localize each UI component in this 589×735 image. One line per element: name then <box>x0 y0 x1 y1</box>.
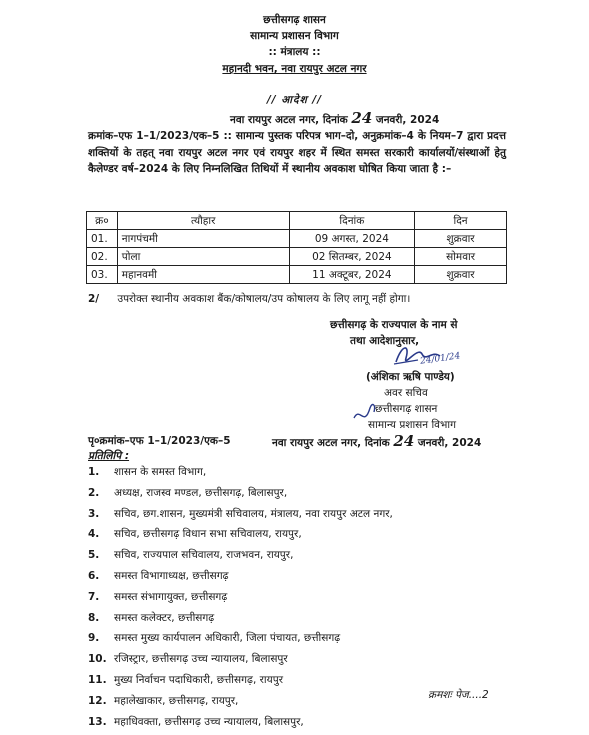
order-dateline <box>230 111 439 127</box>
endorsement-day: 24 <box>393 432 415 450</box>
dateline-place: नवा रायपुर अटल नगर, दिनांक <box>230 114 348 126</box>
cell-date: 11 अक्टूबर, 2024 <box>289 266 415 284</box>
dateline-month-year: जनवरी, 2024 <box>375 114 440 126</box>
govt-title: छत्तीसगढ़ शासन <box>263 14 326 26</box>
cell-serial: 02. <box>87 248 118 266</box>
signature-tick-icon <box>350 398 380 430</box>
endorsement-place: नवा रायपुर अटल नगर, दिनांक <box>272 437 390 449</box>
cell-festival: महानवमी <box>117 266 289 284</box>
cell-day: शुक्रवार <box>415 230 507 248</box>
table-header-row <box>87 212 507 230</box>
document-page: छत्तीसगढ़ शासन सामान्य प्रशासन विभाग :: मंत्रालय :: महानदी भवन, नवा रायपुर अटल नगर // आदेश // नवा रायपुर अटल नगर, दिनांक 24 जनवरी, 2024 क्रमांक–एफ 1–1/2023/एक–5 :: सामान्य पुस्तक परिपत्र भाग–दो, अनुक्रमांक–4 के नियम–7 द्वारा प्रदत्त शक्तियों के तहत् नवा रायपुर अटल नगर एवं रायपुर शहर में स्थित समस्त सरकारी कार्यालयों/संस्थाओं हेतु कैलेण्डर वर्ष–2024 के लिए निम्नलिखित तिथियों में स्थानीय अवकाश घोषित किया जाता है :– क्र० त्यौहार दिनांक दिन 01. नागपंचमी 09 अगस्त, 2024 शुक्रवार 02. पोला 02 सितम्बर, 2024 सोमवार 03. महानवमी 11 अक्टूबर, 2024 शुक्रवार 2/ उपरोक्त स्थानीय अवकाश बैंक/कोषालय/उप कोषालय के लिए लागू नहीं होगा। छत्तीसगढ़ के राज्यपाल के नाम से तथा आदेशानुसार, 24/01/24 (अंशिका ऋषि पाण्डेय) अवर सचिव छत्तीसगढ़ शासन सामान्य प्रशासन विभाग पृ०क्रमांक–एफ 1–1/2023/एक–5 नवा रायपुर अटल नगर, दिनांक 24 जनवरी, 2024 प्रतिलिपि : 1. शासन के समस्त विभाग, 2. अध्यक्ष, राजस्व मण्डल, छत्तीसगढ़, बिलासपुर, 3. सचिव, छग.शासन, मुख्यमंत्री सचिवालय, मंत्रालय, नवा रायपुर अटल नगर, 4. सचिव, छत्तीसगढ़ विधान सभा सचिवालय, रायपुर, 5. सचिव, राज्यपाल सचिवालय, राजभवन, रायपुर, 6. समस्त विभागाध्यक्ष, छत्तीसगढ़ 7. समस्त संभागायुक्त, छत्तीसगढ़ 8. समस्त कलेक्टर, छत्तीसगढ़ 9. समस्त मुख्य कार्यपालन अधिकारी, जिला पंचायत, छत्तीसगढ़ 10. रजिस्ट्रार, छत्तीसगढ़ उच्च न्यायालय, बिलासपुर 11. मुख्य निर्वाचन पदाधिकारी, छत्तीसगढ़, रायपुर 12. महालेखाकार, छत्तीसगढ़, रायपुर, 13. महाधिवक्ता, छत्तीसगढ़ उच्च न्यायालय, बिलासपुर, क्रमशः पेज....2 <box>0 0 589 720</box>
table-row <box>87 248 507 266</box>
endorsement-number: पृ०क्रमांक–एफ 1–1/2023/एक–5 <box>88 435 231 447</box>
order-title: // आदेश // <box>266 94 323 106</box>
endorsement-month-year: जनवरी, 2024 <box>417 437 482 449</box>
col-header-festival: त्यौहार <box>117 212 289 230</box>
cell-serial: 01. <box>87 230 118 248</box>
signature-initial-date: 24/01/24 <box>419 351 461 367</box>
signatory-department: सामान्य प्रशासन विभाग <box>368 419 457 431</box>
holiday-table <box>86 211 507 284</box>
table-row <box>87 266 507 284</box>
signature-authority-line: छत्तीसगढ़ के राज्यपाल के नाम से <box>330 319 458 331</box>
paragraph-2-text: उपरोक्त स्थानीय अवकाश बैंक/कोषालय/उप कोषालय के लिए लागू नहीं होगा। <box>117 293 411 305</box>
cell-day: शुक्रवार <box>415 266 507 284</box>
cell-festival: नागपंचमी <box>117 230 289 248</box>
signatory-name: (अंशिका ऋषि पाण्डेय) <box>366 371 455 383</box>
col-header-serial: क्र० <box>87 212 118 230</box>
cell-serial: 03. <box>87 266 118 284</box>
dateline-day: 24 <box>351 109 373 127</box>
cell-date: 02 सितम्बर, 2024 <box>289 248 415 266</box>
signature-order-line: तथा आदेशानुसार, <box>350 335 420 347</box>
order-paragraph-1: क्रमांक–एफ 1–1/2023/एक–5 :: सामान्य पुस्तक परिपत्र भाग–दो, अनुक्रमांक–4 के नियम–7 द्वारा प्रदत्त शक्तियों के तहत् नवा रायपुर अटल नगर एवं रायपुर शहर में स्थित समस्त सरकारी कार्यालयों/संस्थाओं हेतु कैलेण्डर वर्ष–2024 के लिए निम्नलिखित तिथियों में स्थानीय अवकाश घोषित किया जाता है :– <box>88 130 506 175</box>
cell-festival: पोला <box>117 248 289 266</box>
copy-to-label: प्रतिलिपि : <box>88 450 130 462</box>
signatory-designation: अवर सचिव <box>384 387 428 399</box>
cell-date: 09 अगस्त, 2024 <box>289 230 415 248</box>
ministry-title: :: मंत्रालय :: <box>268 46 321 58</box>
endorsement-dateline <box>272 434 481 450</box>
table-row <box>87 230 507 248</box>
cell-day: सोमवार <box>415 248 507 266</box>
col-header-day: दिन <box>415 212 507 230</box>
col-header-date: दिनांक <box>289 212 415 230</box>
signatory-govt: छत्तीसगढ़ शासन <box>375 403 438 415</box>
order-paragraph-2 <box>88 292 410 306</box>
office-address: महानदी भवन, नवा रायपुर अटल नगर <box>222 63 367 75</box>
department-title: सामान्य प्रशासन विभाग <box>250 30 339 42</box>
page-continue-note: क्रमशः पेज....2 <box>428 689 489 701</box>
paragraph-2-number: 2/ <box>88 293 100 305</box>
